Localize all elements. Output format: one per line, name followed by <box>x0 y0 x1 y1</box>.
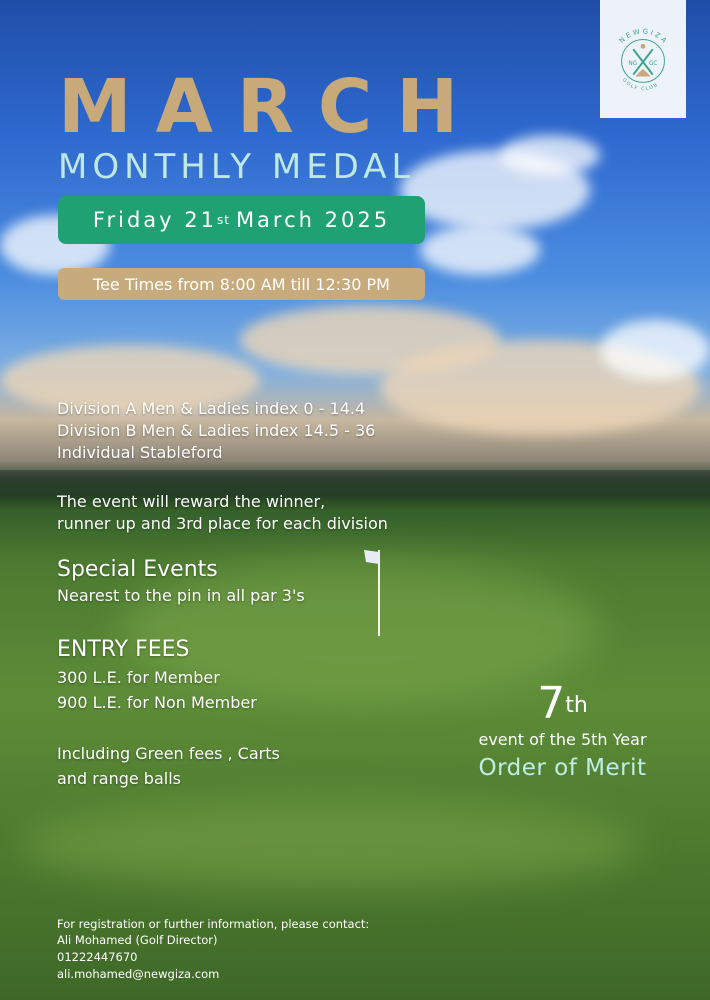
cloud <box>500 135 600 175</box>
order-of-merit-block <box>450 678 675 781</box>
fee-non-member: 900 L.E. for Non Member <box>57 693 257 712</box>
event-date-badge <box>58 196 425 244</box>
title-month: MARCH <box>58 64 483 150</box>
merit-title: Order of Merit <box>478 755 647 781</box>
golf-flag-icon <box>362 548 384 638</box>
logo-right-letters: GC <box>648 60 658 67</box>
date-rest: March 2025 <box>235 208 391 232</box>
contact-intro: For registration or further information, please contact: <box>57 917 370 931</box>
svg-text:NEWGIZA <box>618 27 670 46</box>
division-b: Division B Men & Ladies index 14.5 - 36 <box>57 421 376 440</box>
division-a: Division A Men & Ladies index 0 - 14.4 <box>57 399 366 418</box>
title-subtitle: MONTHLY MEDAL <box>58 147 416 187</box>
date-ordinal: st <box>216 213 230 227</box>
contact-name: Ali Mohamed (Golf Director) <box>57 933 218 947</box>
fee-inclusions: and range balls <box>57 769 181 788</box>
merit-event-line: event of the 5th Year <box>478 730 647 749</box>
merit-event-ordinal: th <box>565 693 588 718</box>
fairway-highlight <box>20 800 640 890</box>
golf-club-logo-icon <box>604 20 682 98</box>
format-line: Individual Stableford <box>57 443 223 462</box>
club-logo <box>600 0 686 118</box>
tee-times-badge: Tee Times from 8:00 AM till 12:30 PM <box>58 268 425 300</box>
special-events-text: Nearest to the pin in all par 3's <box>57 586 305 605</box>
fee-inclusions: Including Green fees , Carts <box>57 744 280 763</box>
contact-phone[interactable]: 01222447670 <box>57 950 138 964</box>
rewards-line: runner up and 3rd place for each division <box>57 514 388 533</box>
cloud <box>600 320 710 380</box>
logo-left-letters: NG <box>628 60 638 67</box>
contact-email[interactable]: ali.mohamed@newgiza.com <box>57 967 220 981</box>
date-prefix: Friday 21 <box>92 208 217 232</box>
special-events-heading: Special Events <box>57 557 218 582</box>
logo-arc-text: NEWGIZA <box>617 27 670 47</box>
cloud <box>420 225 540 275</box>
entry-fees-heading: ENTRY FEES <box>57 637 190 662</box>
merit-event-number: 7 <box>537 678 566 729</box>
rewards-line: The event will reward the winner, <box>57 492 326 511</box>
fee-member: 300 L.E. for Member <box>57 668 220 687</box>
logo-bottom-text: GOLF CLUB <box>620 77 660 93</box>
